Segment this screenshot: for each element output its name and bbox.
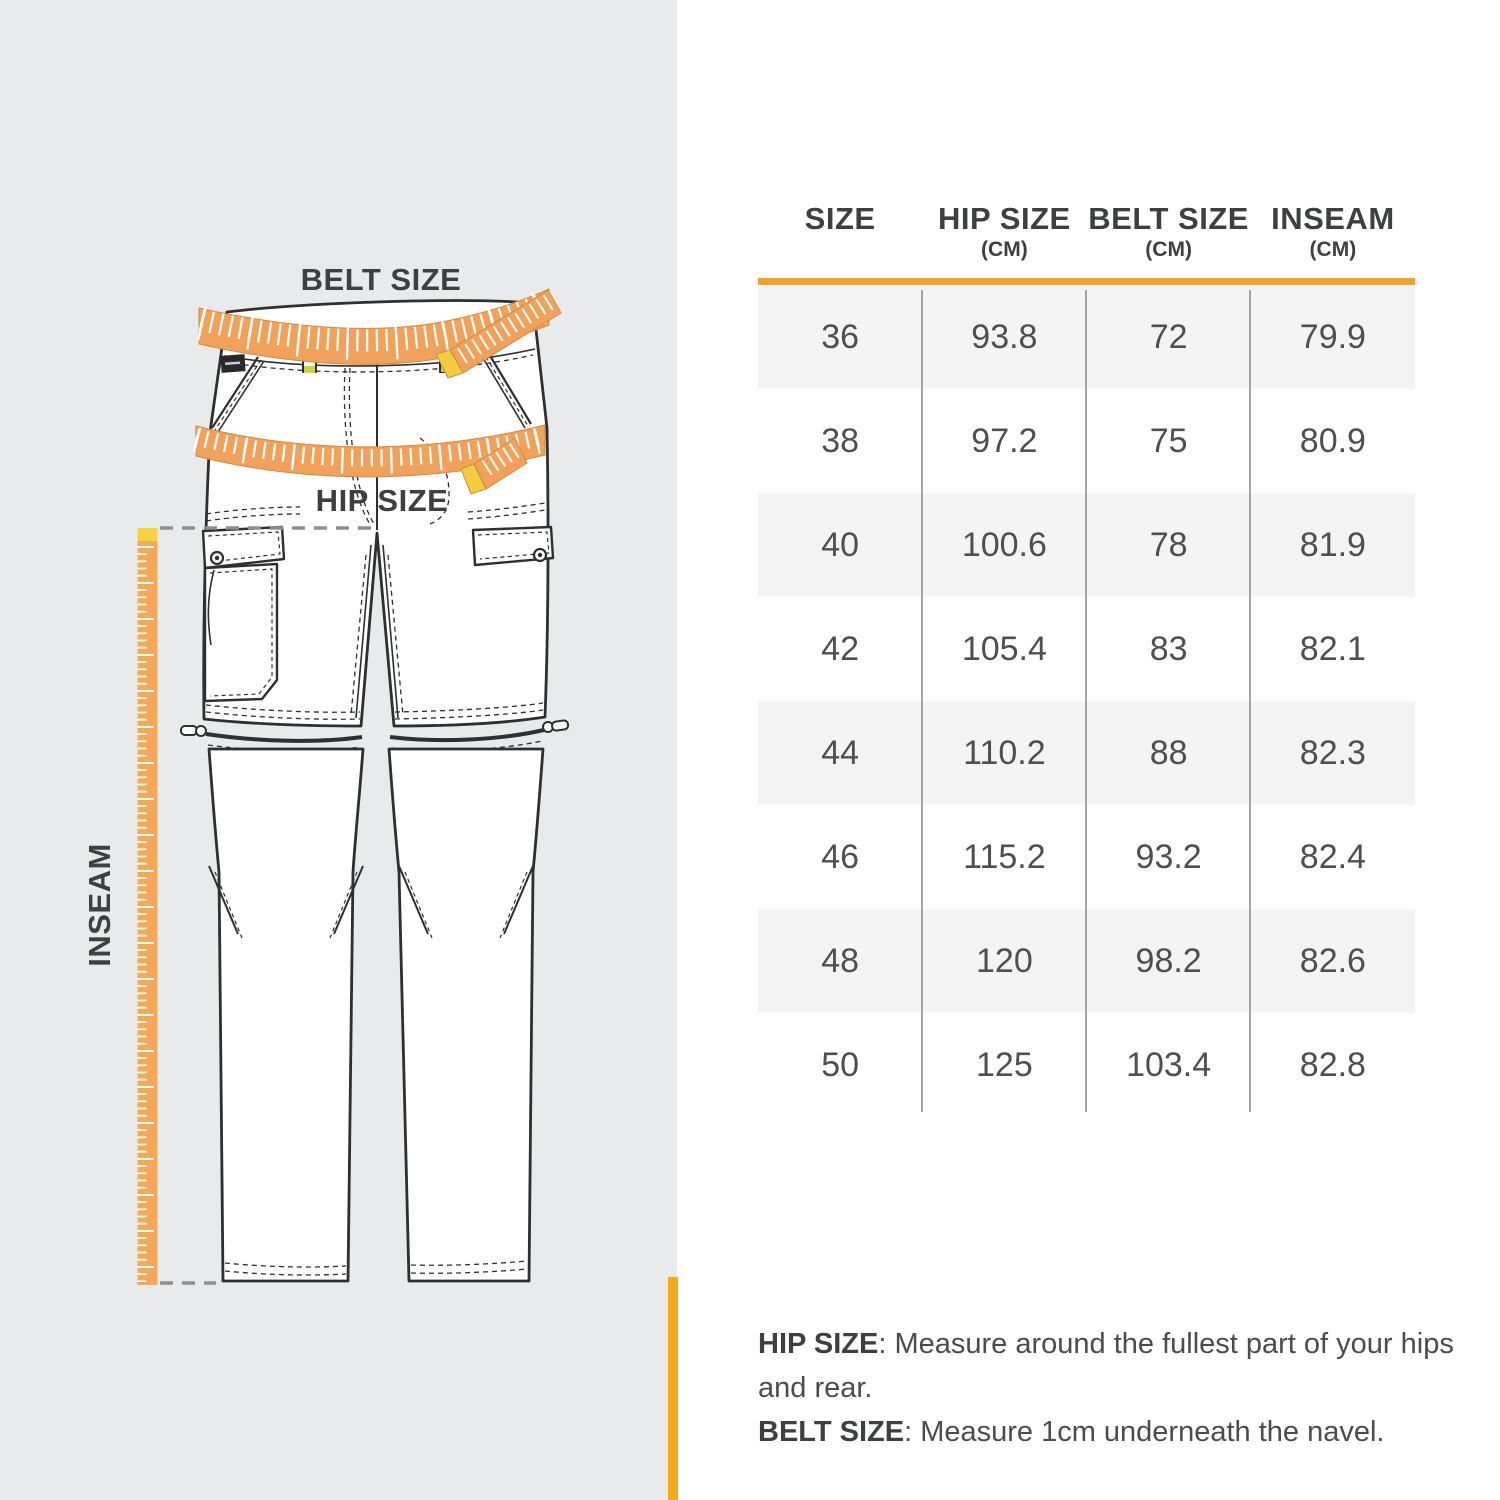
table-cell: 98.2 (1135, 941, 1202, 980)
column-divider (921, 290, 923, 1112)
table-cell: 79.9 (1299, 317, 1366, 356)
table-cell: 38 (821, 421, 860, 460)
table-header (758, 200, 1415, 262)
column-header-unit: (CM) (981, 238, 1028, 261)
column-header-label: SIZE (804, 201, 876, 236)
inseam-ruler (138, 528, 158, 1285)
table-cell: 93.8 (971, 317, 1038, 356)
column-header-unit: (CM) (1145, 238, 1192, 261)
hip-size-label: HIP SIZE (315, 483, 449, 518)
table-cell: 120 (976, 941, 1033, 980)
hip-size-note-text: : Measure around the fullest part of your hips and rear. (758, 1328, 1454, 1404)
table-cell: 105.4 (961, 629, 1047, 668)
column-header-label: HIP SIZE (938, 201, 1071, 236)
brand-label (220, 354, 245, 373)
column-header-hip-size (922, 200, 1086, 262)
pants-technical-drawing (0, 0, 677, 1500)
table-cell: 83 (1149, 629, 1188, 668)
zipper-pull-right (543, 720, 569, 732)
column-header-belt-size (1087, 200, 1251, 262)
lower-leg-right (389, 749, 543, 1281)
zipoff-band (181, 720, 569, 751)
column-header-size (758, 200, 922, 262)
lower-leg-left (209, 749, 363, 1281)
table-cell: 115.2 (963, 837, 1046, 876)
table-cell: 48 (821, 941, 860, 980)
table-cell: 82.3 (1299, 733, 1366, 772)
table-cell: 46 (821, 837, 860, 876)
table-cell: 80.9 (1299, 421, 1366, 460)
belt-size-label: BELT SIZE (300, 262, 462, 297)
table-cell: 88 (1149, 733, 1188, 772)
column-divider (1085, 290, 1087, 1112)
table-cell: 82.6 (1299, 941, 1366, 980)
table-cell: 75 (1149, 421, 1188, 460)
table-cell: 125 (976, 1045, 1033, 1084)
ruler-cap (138, 528, 158, 541)
table-cell: 82.8 (1299, 1045, 1366, 1084)
hip-size-note-term: HIP SIZE (758, 1328, 879, 1360)
column-header-label: INSEAM (1271, 201, 1395, 236)
accent-stripe (668, 1277, 678, 1500)
table-cell: 110.2 (963, 733, 1046, 772)
zipper-pull-left (181, 726, 206, 736)
table-cell: 100.6 (961, 525, 1047, 564)
column-divider (1249, 290, 1251, 1112)
header-underline (758, 278, 1415, 285)
table-cell: 82.1 (1299, 629, 1366, 668)
table-cell: 82.4 (1299, 837, 1366, 876)
belt-size-note-text: : Measure 1cm underneath the navel. (904, 1416, 1385, 1448)
table-cell: 44 (821, 733, 860, 772)
column-header-inseam (1251, 200, 1415, 262)
table-cell: 103.4 (1126, 1045, 1212, 1084)
table-cell: 81.9 (1299, 525, 1366, 564)
cargo-pocket-left (203, 527, 284, 701)
table-cell: 78 (1149, 525, 1188, 564)
table-cell: 40 (821, 525, 860, 564)
column-header-label: BELT SIZE (1088, 201, 1249, 236)
inseam-label: INSEAM (82, 843, 117, 967)
table-cell: 36 (821, 317, 860, 356)
table-cell: 42 (821, 629, 860, 668)
table-cell: 72 (1149, 317, 1188, 356)
measurement-notes (758, 1322, 1500, 1454)
column-header-unit: (CM) (1309, 238, 1357, 261)
belt-size-note (758, 1410, 1500, 1454)
table-cell: 50 (821, 1045, 860, 1084)
table-cell: 93.2 (1135, 837, 1202, 876)
cargo-pocket-right (473, 527, 553, 565)
hip-size-note (758, 1322, 1500, 1410)
belt-size-note-term: BELT SIZE (758, 1416, 905, 1448)
table-cell: 97.2 (971, 421, 1038, 460)
